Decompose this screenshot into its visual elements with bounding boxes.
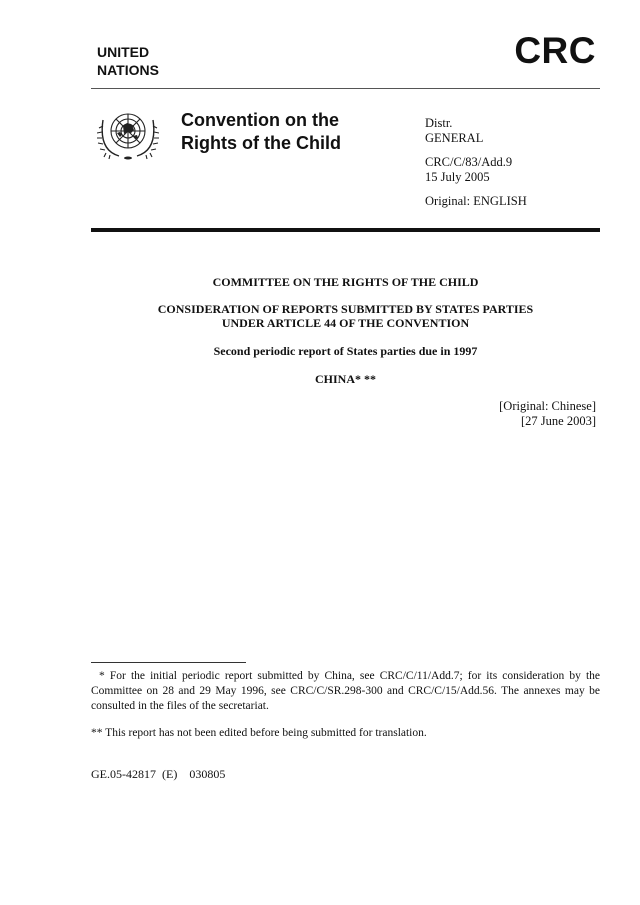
footnote-separator <box>91 662 246 663</box>
organization-name-line1: UNITED <box>97 44 150 60</box>
job-number: GE.05-42817 (E) 030805 <box>91 767 226 781</box>
convention-title <box>181 109 341 155</box>
footnote-initial-report-text: * For the initial periodic report submitted by China, see CRC/C/11/Add.7; for its consideration by the Committee on 28 and 29 May 1996, see CRC/C/SR.298-300 and CRC/C/15/Add.56. The annexes may be consulted in the files of the secretariat. <box>91 670 600 712</box>
original-group <box>425 194 527 209</box>
original-submission-info <box>499 399 596 429</box>
consideration-heading <box>91 302 600 330</box>
committee-heading: COMMITTEE ON THE RIGHTS OF THE CHILD <box>212 275 479 289</box>
original-submission-date: [27 June 2003] <box>521 414 596 428</box>
report-title: Second periodic report of States parties due in 1997 <box>213 344 478 358</box>
document-metadata <box>425 116 527 219</box>
consideration-heading-line1: CONSIDERATION OF REPORTS SUBMITTED BY STATES PARTIES <box>157 302 534 316</box>
distribution-value: GENERAL <box>425 130 484 145</box>
organization-name-line2: NATIONS <box>97 62 159 78</box>
distribution-label: Distr. <box>425 116 453 130</box>
original-submission-language: [Original: Chinese] <box>499 399 596 413</box>
header-divider <box>91 88 600 89</box>
country-heading: CHINA* ** <box>314 372 376 386</box>
symbol-group <box>425 155 527 184</box>
distribution-group <box>425 116 527 145</box>
title-block-divider <box>91 228 600 232</box>
consideration-heading-line2: UNDER ARTICLE 44 OF THE CONVENTION <box>221 316 470 330</box>
convention-title-line1: Convention on the <box>181 110 339 130</box>
original-language: Original: ENGLISH <box>425 194 527 208</box>
document-code: CRC <box>514 30 596 71</box>
un-emblem-icon <box>97 106 159 162</box>
document-symbol: CRC/C/83/Add.9 <box>425 155 513 169</box>
document-date: 15 July 2005 <box>425 169 490 184</box>
footnote-initial-report <box>91 669 600 714</box>
organization-name <box>97 43 159 79</box>
footnote-not-edited: ** This report has not been edited before being submitted for translation. <box>91 727 427 739</box>
convention-title-line2: Rights of the Child <box>181 133 341 153</box>
